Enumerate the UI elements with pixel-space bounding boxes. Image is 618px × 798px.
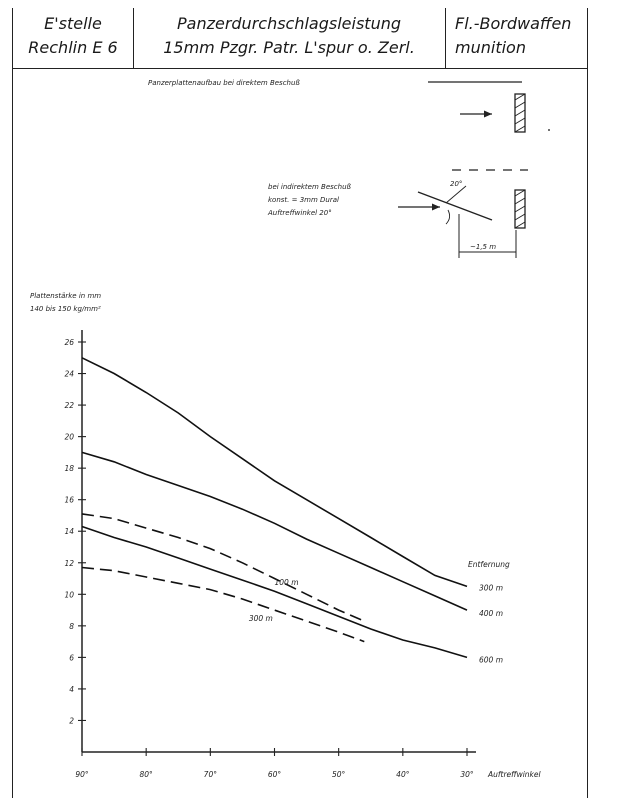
- series-line-dashed-100m: [82, 514, 364, 624]
- angle-ref-line: [446, 186, 466, 203]
- armor-diagram: [148, 79, 550, 258]
- series-line-dashed-300m: [82, 568, 364, 642]
- series-layer: [82, 358, 503, 665]
- x-tick-label: 80°: [139, 770, 153, 779]
- y-tick-label: 2: [69, 716, 74, 726]
- header-center-line-2: 15mm Pzgr. Patr. L'spur o. Zerl.: [163, 38, 415, 57]
- header-left-line-2: Rechlin E 6: [28, 38, 118, 57]
- header-right-line-1: Fl.-Bordwaffen: [455, 14, 572, 33]
- indirect-arrow-head: [432, 204, 440, 211]
- series-label: 400 m: [479, 609, 504, 619]
- x-tick-label: 90°: [75, 770, 89, 779]
- y-tick-label: 6: [69, 653, 74, 663]
- direct-fire-label: Panzerplattenaufbau bei direktem Beschuß: [148, 79, 300, 87]
- y-ticks: [64, 338, 86, 725]
- y-tick-label: 16: [64, 495, 74, 505]
- distance-label: ~1,5 m: [470, 243, 497, 251]
- y-axis-label-1: Plattenstärke in mm: [30, 292, 102, 300]
- y-tick-label: 4: [69, 684, 74, 694]
- header-left-line-1: E'stelle: [44, 14, 102, 33]
- series-line-600m: [82, 527, 467, 658]
- legend-title: Entfernung: [468, 560, 510, 569]
- y-tick-label: 12: [64, 558, 74, 568]
- x-tick-label: 30°: [460, 770, 474, 779]
- chart-area: [30, 292, 542, 779]
- y-tick-label: 24: [64, 369, 74, 379]
- angle-label: 20°: [450, 180, 463, 188]
- y-tick-label: 20: [64, 432, 74, 442]
- series-label: 100 m: [274, 577, 299, 587]
- y-tick-label: 14: [64, 527, 74, 537]
- speck-mark: [548, 129, 550, 131]
- x-tick-label: 70°: [203, 770, 217, 779]
- header-right-line-2: munition: [455, 38, 526, 57]
- y-tick-label: 22: [64, 401, 74, 411]
- x-axis-label: Auftreffwinkel: [488, 770, 541, 779]
- dural-plate-line: [418, 192, 492, 220]
- indirect-label-2: konst. = 3mm Dural: [268, 196, 339, 204]
- y-tick-label: 10: [64, 590, 74, 600]
- y-tick-label: 8: [69, 621, 74, 631]
- series-label: 300 m: [248, 614, 273, 624]
- series-label: 600 m: [479, 655, 504, 665]
- y-tick-label: 26: [64, 338, 74, 347]
- x-tick-label: 40°: [396, 770, 410, 779]
- angle-arc: [446, 210, 450, 224]
- indirect-label-1: bei indirektem Beschuß: [268, 183, 351, 191]
- series-label: 300 m: [479, 583, 504, 593]
- direct-arrow-head: [484, 111, 492, 118]
- armor-plate-hatch-indirect: [515, 190, 525, 228]
- y-tick-label: 18: [64, 464, 74, 474]
- indirect-label-3: Auftreffwinkel 20°: [268, 209, 332, 217]
- x-tick-label: 50°: [332, 770, 346, 779]
- header-center-line-1: Panzerdurchschlagsleistung: [176, 14, 402, 33]
- armor-plate-hatch-direct: [515, 94, 525, 132]
- y-axis-label-2: 140 bis 150 kg/mm²: [30, 305, 101, 313]
- x-tick-label: 60°: [267, 770, 282, 779]
